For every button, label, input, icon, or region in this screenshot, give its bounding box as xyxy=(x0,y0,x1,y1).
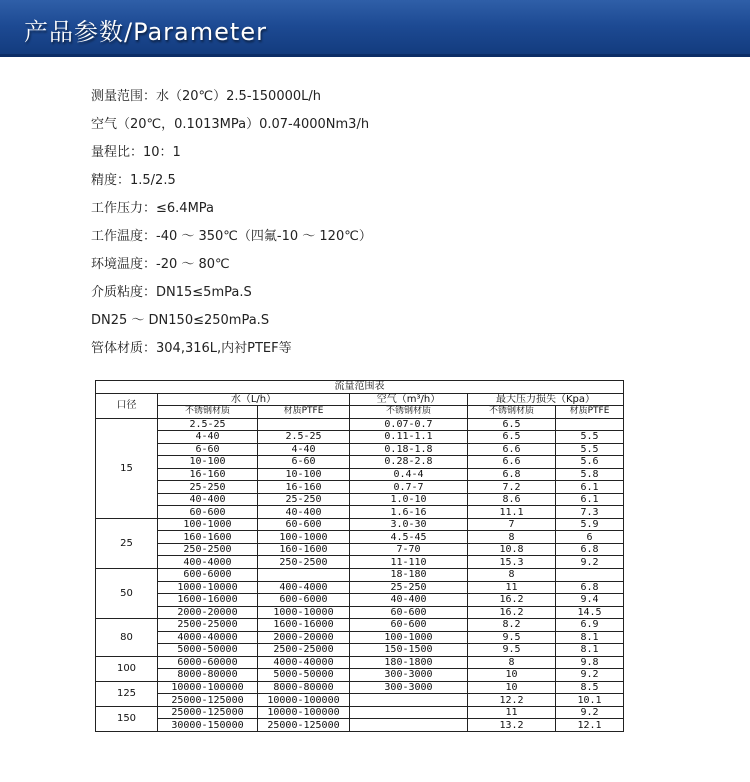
cell-water-ptfe: 1600-16000 xyxy=(258,619,350,632)
cell-air-range: 40-400 xyxy=(350,594,468,607)
cell-loss-ptfe: 10.1 xyxy=(556,694,624,707)
cell-water-ptfe: 10-100 xyxy=(258,468,350,481)
table-row xyxy=(96,594,624,607)
cell-water-ptfe: 2.5-25 xyxy=(258,431,350,444)
cell-air-range: 180-1800 xyxy=(350,656,468,669)
cell-water-stainless: 16-160 xyxy=(158,468,258,481)
cell-air-range: 0.07-0.7 xyxy=(350,418,468,431)
cell-water-ptfe: 6-60 xyxy=(258,456,350,469)
caliber-cell: 50 xyxy=(96,568,158,618)
cell-water-ptfe: 1000-10000 xyxy=(258,606,350,619)
header-water: 水（L/h） xyxy=(158,393,350,406)
cell-water-stainless: 6-60 xyxy=(158,443,258,456)
cell-air-range: 0.28-2.8 xyxy=(350,456,468,469)
cell-loss-stainless: 11.1 xyxy=(468,506,556,519)
table-row xyxy=(96,418,624,431)
cell-water-ptfe: 10000-100000 xyxy=(258,706,350,719)
cell-loss-ptfe: 9.2 xyxy=(556,556,624,569)
cell-loss-ptfe: 6.9 xyxy=(556,619,624,632)
table-title: 流量范围表 xyxy=(96,381,624,394)
parameter-list xyxy=(91,87,651,367)
cell-air-range xyxy=(350,694,468,707)
cell-loss-ptfe: 6.8 xyxy=(556,581,624,594)
cell-water-stainless: 4-40 xyxy=(158,431,258,444)
cell-air-range xyxy=(350,719,468,732)
cell-air-range: 300-3000 xyxy=(350,681,468,694)
cell-loss-ptfe xyxy=(556,568,624,581)
cell-loss-ptfe: 9.2 xyxy=(556,706,624,719)
header-caliber: 口径 xyxy=(96,393,158,418)
cell-loss-ptfe: 6 xyxy=(556,531,624,544)
subheader-air-stainless: 不锈钢材质 xyxy=(350,406,468,419)
cell-loss-ptfe: 5.8 xyxy=(556,468,624,481)
cell-loss-ptfe: 5.6 xyxy=(556,456,624,469)
cell-water-stainless: 2500-25000 xyxy=(158,619,258,632)
param-viscosity-large: DN25 ～ DN150≤250mPa.S xyxy=(91,313,270,328)
cell-water-ptfe xyxy=(258,418,350,431)
cell-loss-ptfe: 5.9 xyxy=(556,518,624,531)
table-row xyxy=(96,556,624,569)
cell-water-ptfe: 2000-20000 xyxy=(258,631,350,644)
table-row xyxy=(96,669,624,682)
table-row xyxy=(96,606,624,619)
cell-water-stainless: 6000-60000 xyxy=(158,656,258,669)
cell-air-range: 4.5-45 xyxy=(350,531,468,544)
cell-loss-stainless: 8.6 xyxy=(468,493,556,506)
cell-water-stainless: 60-600 xyxy=(158,506,258,519)
cell-water-stainless: 160-1600 xyxy=(158,531,258,544)
caliber-cell: 150 xyxy=(96,706,158,731)
param-working-pressure: 工作压力：≤6.4MPa xyxy=(91,201,215,216)
cell-loss-stainless: 9.5 xyxy=(468,644,556,657)
cell-water-stainless: 25-250 xyxy=(158,481,258,494)
cell-water-ptfe: 40-400 xyxy=(258,506,350,519)
page-title: 产品参数/Parameter xyxy=(24,18,267,46)
table-row xyxy=(96,631,624,644)
param-working-temperature: 工作温度：-40 ～ 350℃（四氟-10 ～ 120℃） xyxy=(91,229,372,244)
cell-loss-stainless: 8 xyxy=(468,568,556,581)
cell-loss-stainless: 10 xyxy=(468,669,556,682)
table-row xyxy=(96,468,624,481)
cell-water-stainless: 25000-125000 xyxy=(158,706,258,719)
table-subheader-row xyxy=(96,406,624,419)
cell-loss-stainless: 15.3 xyxy=(468,556,556,569)
caliber-cell: 125 xyxy=(96,681,158,706)
cell-loss-stainless: 6.6 xyxy=(468,443,556,456)
cell-loss-ptfe: 8.5 xyxy=(556,681,624,694)
cell-loss-stainless: 11 xyxy=(468,581,556,594)
cell-water-stainless: 2000-20000 xyxy=(158,606,258,619)
cell-water-ptfe: 10000-100000 xyxy=(258,694,350,707)
param-body-material: 管体材质：304,316L,内衬PTEF等 xyxy=(91,341,292,356)
cell-loss-stainless: 8 xyxy=(468,656,556,669)
cell-air-range: 0.7-7 xyxy=(350,481,468,494)
table-row xyxy=(96,619,624,632)
cell-water-ptfe: 8000-80000 xyxy=(258,681,350,694)
table-row xyxy=(96,543,624,556)
table-row xyxy=(96,681,624,694)
cell-loss-ptfe: 5.5 xyxy=(556,431,624,444)
cell-water-ptfe: 250-2500 xyxy=(258,556,350,569)
cell-water-stainless: 30000-150000 xyxy=(158,719,258,732)
cell-water-stainless: 250-2500 xyxy=(158,543,258,556)
cell-loss-stainless: 6.5 xyxy=(468,418,556,431)
cell-water-ptfe: 400-4000 xyxy=(258,581,350,594)
cell-air-range: 11-110 xyxy=(350,556,468,569)
cell-loss-ptfe: 8.1 xyxy=(556,644,624,657)
cell-loss-ptfe: 6.1 xyxy=(556,481,624,494)
cell-water-ptfe: 25000-125000 xyxy=(258,719,350,732)
subheader-water-ptfe: 材质PTFE xyxy=(258,406,350,419)
header-banner xyxy=(0,0,750,57)
caliber-cell: 100 xyxy=(96,656,158,681)
cell-water-stainless: 4000-40000 xyxy=(158,631,258,644)
cell-loss-stainless: 12.2 xyxy=(468,694,556,707)
cell-air-range: 60-600 xyxy=(350,606,468,619)
cell-loss-stainless: 6.8 xyxy=(468,468,556,481)
cell-water-stainless: 40-400 xyxy=(158,493,258,506)
subheader-loss-stainless: 不锈钢材质 xyxy=(468,406,556,419)
cell-air-range: 300-3000 xyxy=(350,669,468,682)
cell-air-range: 150-1500 xyxy=(350,644,468,657)
caliber-cell: 80 xyxy=(96,619,158,657)
cell-loss-ptfe: 9.2 xyxy=(556,669,624,682)
cell-water-stainless: 8000-80000 xyxy=(158,669,258,682)
cell-air-range: 100-1000 xyxy=(350,631,468,644)
cell-water-ptfe: 100-1000 xyxy=(258,531,350,544)
cell-loss-ptfe: 6.1 xyxy=(556,493,624,506)
caliber-cell: 25 xyxy=(96,518,158,568)
cell-water-stainless: 2.5-25 xyxy=(158,418,258,431)
cell-water-stainless: 100-1000 xyxy=(158,518,258,531)
table-row xyxy=(96,481,624,494)
cell-loss-stainless: 7 xyxy=(468,518,556,531)
subheader-loss-ptfe: 材质PTFE xyxy=(556,406,624,419)
cell-water-ptfe: 4-40 xyxy=(258,443,350,456)
table-row xyxy=(96,431,624,444)
cell-loss-stainless: 13.2 xyxy=(468,719,556,732)
cell-loss-ptfe: 6.8 xyxy=(556,543,624,556)
flow-range-table-wrap xyxy=(95,380,623,732)
cell-loss-stainless: 10.8 xyxy=(468,543,556,556)
cell-loss-stainless: 6.6 xyxy=(468,456,556,469)
cell-water-stainless: 600-6000 xyxy=(158,568,258,581)
cell-water-stainless: 25000-125000 xyxy=(158,694,258,707)
cell-air-range: 25-250 xyxy=(350,581,468,594)
subheader-water-stainless: 不锈钢材质 xyxy=(158,406,258,419)
cell-loss-stainless: 8.2 xyxy=(468,619,556,632)
cell-air-range: 60-600 xyxy=(350,619,468,632)
cell-water-ptfe: 5000-50000 xyxy=(258,669,350,682)
cell-water-ptfe: 60-600 xyxy=(258,518,350,531)
cell-air-range: 1.0-10 xyxy=(350,493,468,506)
cell-water-stainless: 10000-100000 xyxy=(158,681,258,694)
cell-water-stainless: 1000-10000 xyxy=(158,581,258,594)
table-row xyxy=(96,568,624,581)
param-measuring-range: 测量范围：水（20℃）2.5-150000L/h xyxy=(91,89,321,104)
table-row xyxy=(96,518,624,531)
cell-water-stainless: 1600-16000 xyxy=(158,594,258,607)
cell-loss-ptfe: 8.1 xyxy=(556,631,624,644)
table-row xyxy=(96,531,624,544)
cell-water-ptfe: 160-1600 xyxy=(258,543,350,556)
table-row xyxy=(96,581,624,594)
table-row xyxy=(96,456,624,469)
header-pressure-loss: 最大压力损失（Kpa） xyxy=(468,393,624,406)
param-ambient-temperature: 环境温度：-20 ～ 80℃ xyxy=(91,257,230,272)
cell-loss-ptfe: 7.3 xyxy=(556,506,624,519)
cell-air-range xyxy=(350,706,468,719)
cell-loss-stainless: 7.2 xyxy=(468,481,556,494)
table-row xyxy=(96,706,624,719)
cell-air-range: 3.0-30 xyxy=(350,518,468,531)
cell-water-ptfe: 4000-40000 xyxy=(258,656,350,669)
cell-air-range: 1.6-16 xyxy=(350,506,468,519)
cell-water-stainless: 10-100 xyxy=(158,456,258,469)
param-accuracy: 精度：1.5/2.5 xyxy=(91,173,176,188)
table-row xyxy=(96,694,624,707)
cell-loss-stainless: 10 xyxy=(468,681,556,694)
cell-air-range: 18-180 xyxy=(350,568,468,581)
cell-air-range: 0.18-1.8 xyxy=(350,443,468,456)
table-row xyxy=(96,506,624,519)
cell-water-ptfe: 16-160 xyxy=(258,481,350,494)
cell-water-ptfe: 2500-25000 xyxy=(258,644,350,657)
cell-loss-ptfe: 9.4 xyxy=(556,594,624,607)
cell-loss-stainless: 16.2 xyxy=(468,594,556,607)
table-row xyxy=(96,443,624,456)
cell-loss-ptfe xyxy=(556,418,624,431)
cell-loss-stainless: 6.5 xyxy=(468,431,556,444)
param-turndown-ratio: 量程比：10：1 xyxy=(91,145,181,160)
table-title-row xyxy=(96,381,624,394)
cell-loss-stainless: 16.2 xyxy=(468,606,556,619)
param-medium-viscosity: 介质粘度：DN15≤5mPa.S xyxy=(91,285,252,300)
cell-water-ptfe xyxy=(258,568,350,581)
cell-loss-ptfe: 5.5 xyxy=(556,443,624,456)
cell-water-ptfe: 25-250 xyxy=(258,493,350,506)
cell-air-range: 0.4-4 xyxy=(350,468,468,481)
cell-loss-stainless: 11 xyxy=(468,706,556,719)
cell-water-stainless: 5000-50000 xyxy=(158,644,258,657)
cell-loss-ptfe: 14.5 xyxy=(556,606,624,619)
cell-water-stainless: 400-4000 xyxy=(158,556,258,569)
cell-air-range: 7-70 xyxy=(350,543,468,556)
cell-loss-ptfe: 12.1 xyxy=(556,719,624,732)
param-air-range: 空气（20℃，0.1013MPa）0.07-4000Nm3/h xyxy=(91,117,370,132)
cell-loss-ptfe: 9.8 xyxy=(556,656,624,669)
flow-range-table xyxy=(95,380,624,732)
table-row xyxy=(96,719,624,732)
header-air: 空气（m³/h） xyxy=(350,393,468,406)
caliber-cell: 15 xyxy=(96,418,158,518)
cell-air-range: 0.11-1.1 xyxy=(350,431,468,444)
cell-water-ptfe: 600-6000 xyxy=(258,594,350,607)
table-row xyxy=(96,493,624,506)
table-header-row xyxy=(96,393,624,406)
cell-loss-stainless: 8 xyxy=(468,531,556,544)
cell-loss-stainless: 9.5 xyxy=(468,631,556,644)
table-row xyxy=(96,656,624,669)
table-row xyxy=(96,644,624,657)
